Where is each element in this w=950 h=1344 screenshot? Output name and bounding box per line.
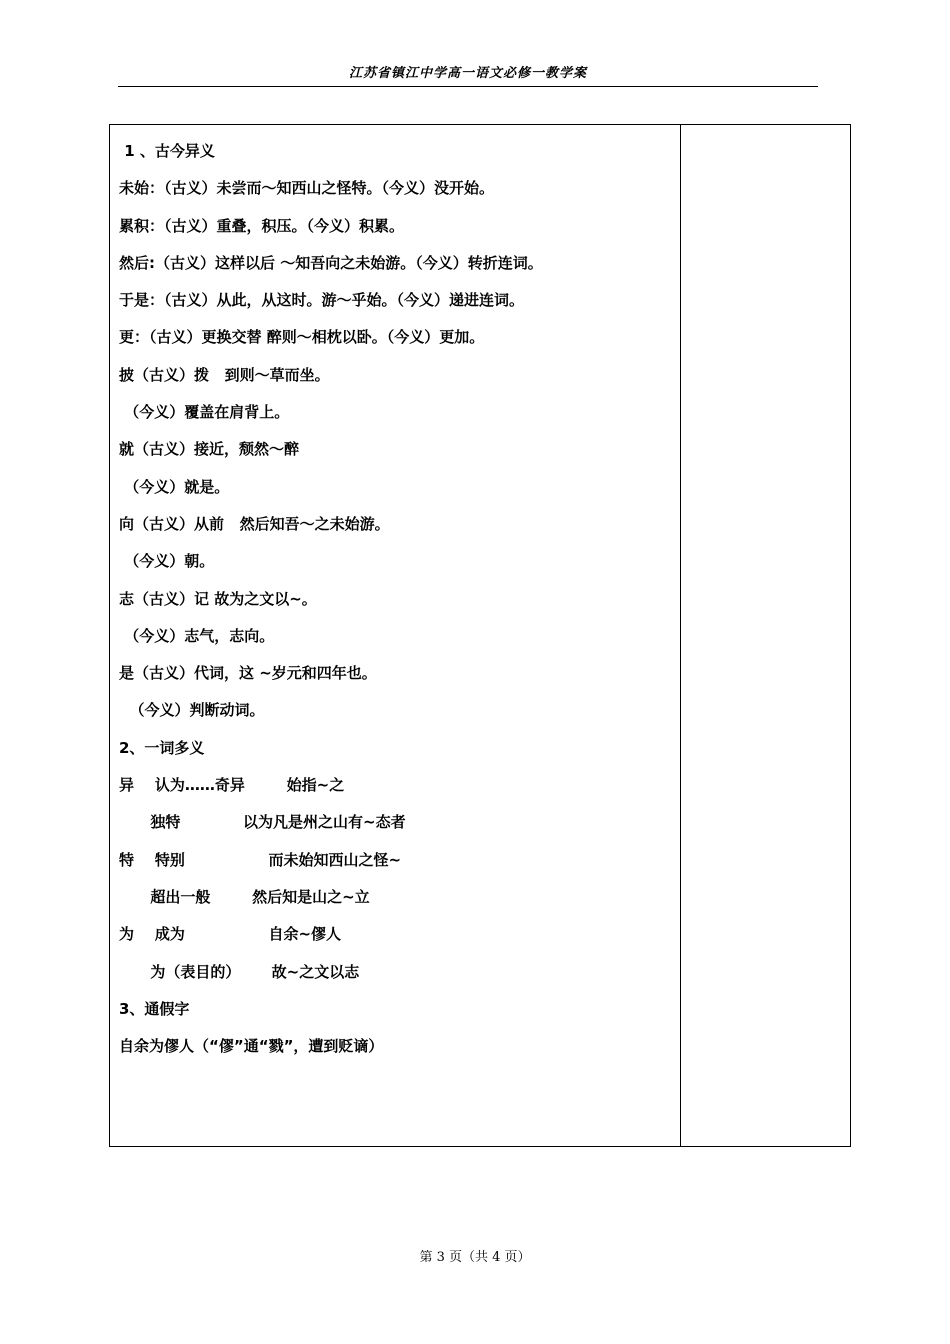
line-8: （今义）覆盖在肩背上。: [119, 403, 290, 422]
line-15: 是（古义）代词，这 ~岁元和四年也。: [119, 664, 377, 683]
line-10: （今义）就是。: [119, 477, 230, 496]
line-14: （今义）志气，志向。: [119, 626, 275, 645]
page-number: 第 3 页（共 4 页）: [419, 1250, 531, 1265]
line-16: （今义）判断动词。: [119, 701, 265, 720]
line-24: 3、通假字: [119, 999, 190, 1018]
line-5: 于是：（古义）从此，从这时。游～乎始。（今义）递进连词。: [119, 291, 525, 310]
line-21: 超出一般 然后知是山之~立: [119, 887, 370, 906]
column-divider: [680, 125, 681, 1146]
line-22: 为 成为 自余~僇人: [119, 925, 342, 944]
content-table: [109, 124, 851, 1147]
line-6: 更：（古义）更换交替 醉则～相枕以卧。（今义）更加。: [119, 328, 485, 347]
line-23: 为（表目的） 故~之文以志: [119, 962, 360, 981]
line-2: 未始：（古义）未尝而～知西山之怪特。（今义）没开始。: [119, 179, 495, 198]
line-7: 披（古义）拨 到则～草而坐。: [119, 365, 330, 384]
line-19: 独特 以为凡是州之山有~态者: [119, 813, 406, 832]
line-11: 向（古义）从前 然后知吾～之未始游。: [119, 514, 390, 533]
line-20: 特 特别 而未始知西山之怪~: [119, 850, 402, 869]
line-9: 就（古义）接近，颓然～醉: [119, 440, 300, 459]
line-12: （今义）朝。: [119, 552, 215, 571]
main-column: [119, 139, 669, 1071]
line-18: 异 认为……奇异 始指~之: [119, 776, 345, 795]
line-3: 累积：（古义）重叠，积压。（今义）积累。: [119, 216, 405, 235]
line-1: 1 、古今异义: [119, 142, 215, 160]
page-header-title: 江苏省镇江中学高一语文必修一教学案: [348, 66, 587, 81]
line-13: 志（古义）记 故为之文以~。: [119, 589, 317, 608]
header-rule: [118, 86, 818, 87]
line-17: 2、一词多义: [119, 738, 205, 757]
line-4: 然后:（古义）这样以后 ～知吾向之未始游。（今义）转折连词。: [119, 253, 543, 272]
line-25: 自余为僇人（“僇”通“戮”，遭到贬谪）: [119, 1037, 384, 1056]
